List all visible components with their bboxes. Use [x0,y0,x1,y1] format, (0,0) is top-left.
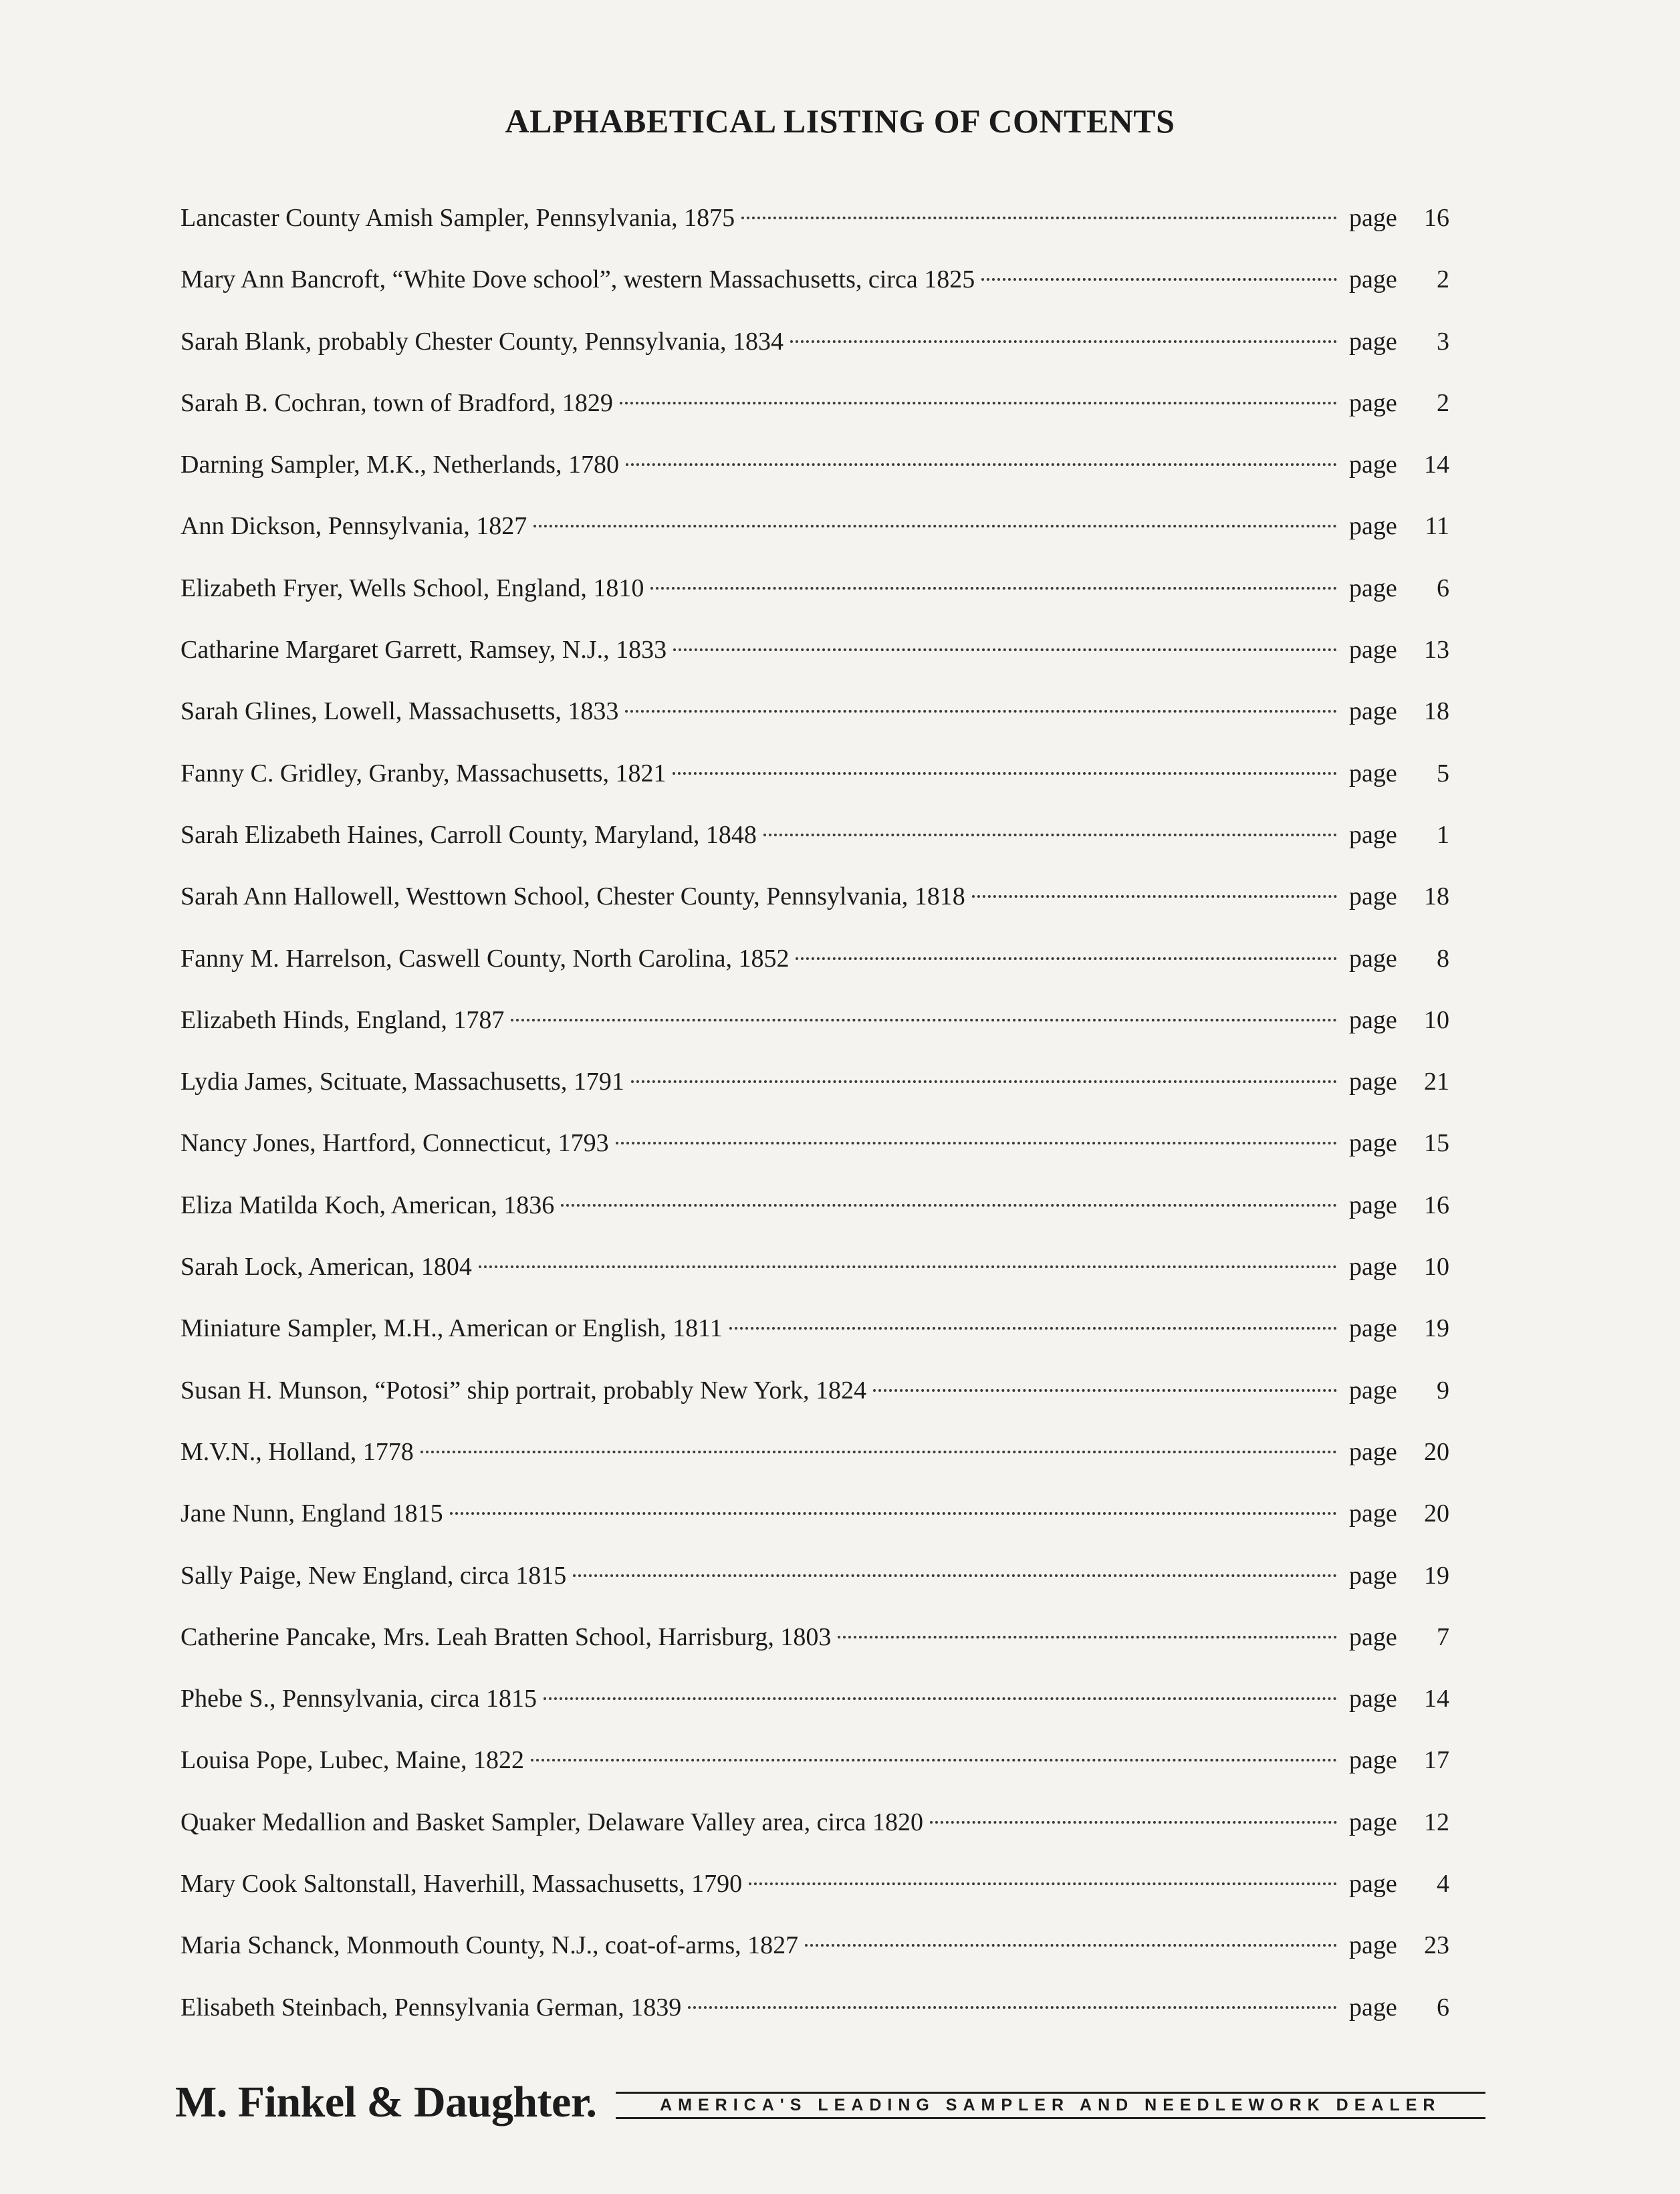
entry-title: Maria Schanck, Monmouth County, N.J., coat-of-arms, 1827 [181,1931,799,1960]
page-reference [1349,1247,1449,1287]
page-label: page [1349,944,1397,973]
page-label: page [1349,1068,1397,1096]
page-label: page [1349,1376,1397,1405]
page-number: 14 [1424,451,1449,479]
entry-title: Elisabeth Steinbach, Pennsylvania German, 1839 [181,1993,682,2022]
dot-leader [838,1636,1337,1638]
entry-title: Eliza Matilda Koch, American, 1836 [181,1191,555,1219]
entry-title: Sarah Glines, Lowell, Massachusetts, 1833 [181,697,619,726]
dot-leader [450,1512,1337,1515]
contents-list [181,198,1449,2049]
page-number: 16 [1424,204,1449,232]
toc-entry [181,198,1449,259]
dot-leader [626,463,1337,466]
page-label: page [1349,512,1397,541]
page-number: 2 [1437,265,1449,294]
dot-leader [620,402,1337,404]
page-number: 2 [1437,388,1449,417]
dot-leader [531,1759,1337,1761]
page-number: 13 [1424,636,1449,664]
dot-leader [688,2006,1337,2009]
page-reference [1349,939,1449,979]
entry-title: Sarah Blank, probably Chester County, Pennsylvania, 1834 [181,327,784,356]
toc-entry [181,1432,1449,1493]
dot-leader [544,1697,1337,1700]
dot-leader [805,1944,1337,1947]
page-number: 10 [1424,1253,1449,1282]
page-reference [1349,322,1449,362]
toc-entry [181,1617,1449,1679]
page-label: page [1349,1622,1397,1651]
dot-leader [625,710,1337,713]
entry-title: Louisa Pope, Lubec, Maine, 1822 [181,1746,524,1775]
toc-entry [181,1370,1449,1432]
page-reference [1349,1987,1449,2028]
page-number: 8 [1437,944,1449,973]
page-number: 5 [1437,759,1449,787]
page-number: 23 [1424,1931,1449,1960]
dot-leader [763,834,1337,836]
page-reference [1349,1802,1449,1842]
toc-entry [181,259,1449,321]
toc-entry [181,1123,1449,1185]
page-label: page [1349,388,1397,417]
toc-entry [181,753,1449,815]
dot-leader [930,1821,1337,1824]
entry-title: Sarah Lock, American, 1804 [181,1253,472,1282]
page-reference [1349,198,1449,238]
page-reference [1349,259,1449,299]
page-number: 15 [1424,1129,1449,1158]
toc-entry [181,568,1449,630]
dot-leader [741,217,1337,219]
toc-entry [181,1185,1449,1247]
toc-entry [181,876,1449,938]
page-number: 6 [1437,574,1449,602]
dot-leader [796,957,1337,960]
entry-title: Susan H. Munson, “Potosi” ship portrait, probably New York, 1824 [181,1376,866,1405]
page-reference [1349,1185,1449,1225]
toc-entry [181,1740,1449,1802]
page-number: 12 [1424,1808,1449,1836]
dot-leader [511,1019,1337,1021]
entry-title: M.V.N., Holland, 1778 [181,1437,414,1466]
entry-title: Lydia James, Scituate, Massachusetts, 1791 [181,1068,624,1096]
page-number: 10 [1424,1005,1449,1034]
entry-title: Mary Cook Saltonstall, Haverhill, Massachusetts, 1790 [181,1870,743,1899]
page-reference [1349,1000,1449,1040]
toc-entry [181,322,1449,383]
page-reference [1349,1740,1449,1780]
toc-entry [181,1802,1449,1864]
entry-title: Sally Paige, New England, circa 1815 [181,1561,567,1590]
page-number: 7 [1437,1622,1449,1651]
page-reference [1349,876,1449,917]
page-label: page [1349,697,1397,726]
dot-leader [561,1204,1337,1207]
dot-leader [479,1265,1337,1268]
page-reference [1349,1370,1449,1411]
toc-entry [181,939,1449,1000]
page-label: page [1349,1870,1397,1899]
entry-title: Quaker Medallion and Basket Sampler, Delaware Valley area, circa 1820 [181,1808,923,1836]
page-label: page [1349,1746,1397,1775]
page-reference [1349,1493,1449,1534]
toc-entry [181,1062,1449,1123]
page-reference [1349,1864,1449,1904]
entry-title: Nancy Jones, Hartford, Connecticut, 1793 [181,1129,609,1158]
page-label: page [1349,1129,1397,1158]
toc-entry [181,1493,1449,1555]
page-label: page [1349,1253,1397,1282]
toc-entry [181,1000,1449,1062]
page-number: 6 [1437,1993,1449,2022]
toc-entry [181,383,1449,445]
entry-title: Jane Nunn, England 1815 [181,1499,443,1528]
page-label: page [1349,1191,1397,1219]
entry-title: Fanny C. Gridley, Granby, Massachusetts, 1821 [181,759,667,787]
toc-entry [181,445,1449,506]
page-reference [1349,630,1449,670]
dot-leader [650,587,1337,590]
page-reference [1349,445,1449,485]
entry-title: Sarah Elizabeth Haines, Carroll County, Maryland, 1848 [181,820,757,849]
page-number: 1 [1437,820,1449,849]
toc-entry [181,1308,1449,1370]
dot-leader [981,278,1337,281]
page-reference [1349,506,1449,546]
dot-leader [421,1451,1337,1453]
entry-title: Catharine Margaret Garrett, Ramsey, N.J., 1833 [181,636,667,664]
page-label: page [1349,1499,1397,1528]
page-label: page [1349,759,1397,787]
page-number: 11 [1425,512,1449,541]
page-label: page [1349,1314,1397,1343]
page-reference [1349,753,1449,794]
page-number: 16 [1424,1191,1449,1219]
toc-entry [181,1987,1449,2049]
tagline: AMERICA'S LEADING SAMPLER AND NEEDLEWORK DEALER [616,2092,1485,2119]
dot-leader [533,525,1337,527]
page-number: 18 [1424,697,1449,726]
page-number: 3 [1437,327,1449,356]
dot-leader [631,1080,1337,1083]
page-reference [1349,568,1449,608]
entry-title: Elizabeth Fryer, Wells School, England, 1810 [181,574,644,602]
page-reference [1349,1925,1449,1965]
page-reference [1349,1123,1449,1163]
page-title: ALPHABETICAL LISTING OF CONTENTS [505,102,1175,140]
brand-logo: M. Finkel & Daughter. [175,2078,597,2126]
dot-leader [790,340,1337,343]
toc-entry [181,630,1449,691]
page-number: 19 [1424,1561,1449,1590]
entry-title: Ann Dickson, Pennsylvania, 1827 [181,512,527,541]
page-reference [1349,1432,1449,1472]
page-label: page [1349,882,1397,911]
page-number: 20 [1424,1437,1449,1466]
toc-entry [181,1247,1449,1308]
page-reference [1349,1308,1449,1348]
toc-entry [181,1556,1449,1617]
toc-entry [181,506,1449,568]
page-label: page [1349,1993,1397,2022]
entry-title: Sarah Ann Hallowell, Westtown School, Chester County, Pennsylvania, 1818 [181,882,965,911]
page-label: page [1349,265,1397,294]
dot-leader [673,772,1337,775]
page-label: page [1349,1005,1397,1034]
page-label: page [1349,1561,1397,1590]
toc-entry [181,815,1449,876]
dot-leader [673,648,1337,651]
dot-leader [573,1574,1337,1577]
page-label: page [1349,636,1397,664]
page-label: page [1349,820,1397,849]
page-reference [1349,815,1449,855]
dot-leader [972,895,1337,898]
page-label: page [1349,1437,1397,1466]
page-number: 14 [1424,1685,1449,1713]
toc-entry [181,691,1449,753]
entry-title: Fanny M. Harrelson, Caswell County, North Carolina, 1852 [181,944,790,973]
page-number: 18 [1424,882,1449,911]
dot-leader [729,1327,1337,1330]
page-reference [1349,1679,1449,1719]
entry-title: Lancaster County Amish Sampler, Pennsylvania, 1875 [181,204,735,232]
dot-leader [873,1389,1337,1392]
page-label: page [1349,451,1397,479]
page-label: page [1349,327,1397,356]
entry-title: Mary Ann Bancroft, “White Dove school”, western Massachusetts, circa 1825 [181,265,975,294]
page-reference [1349,1556,1449,1596]
page-reference [1349,691,1449,731]
page-number: 19 [1424,1314,1449,1343]
page-reference [1349,383,1449,423]
toc-entry [181,1864,1449,1925]
toc-entry [181,1679,1449,1740]
page-label: page [1349,204,1397,232]
entry-title: Elizabeth Hinds, England, 1787 [181,1005,505,1034]
dot-leader [749,1882,1337,1885]
dot-leader [616,1142,1337,1144]
toc-entry [181,1925,1449,1987]
page-number: 9 [1437,1376,1449,1405]
page-label: page [1349,1931,1397,1960]
page-number: 17 [1424,1746,1449,1775]
page-number: 21 [1424,1068,1449,1096]
entry-title: Phebe S., Pennsylvania, circa 1815 [181,1685,537,1713]
page-label: page [1349,574,1397,602]
entry-title: Darning Sampler, M.K., Netherlands, 1780 [181,451,619,479]
footer [175,2066,1485,2126]
entry-title: Sarah B. Cochran, town of Bradford, 1829 [181,388,613,417]
page-number: 20 [1424,1499,1449,1528]
page-label: page [1349,1685,1397,1713]
page-reference [1349,1617,1449,1657]
entry-title: Catherine Pancake, Mrs. Leah Bratten School, Harrisburg, 1803 [181,1622,832,1651]
page-label: page [1349,1808,1397,1836]
page-reference [1349,1062,1449,1102]
entry-title: Miniature Sampler, M.H., American or English, 1811 [181,1314,723,1343]
page-number: 4 [1437,1870,1449,1899]
